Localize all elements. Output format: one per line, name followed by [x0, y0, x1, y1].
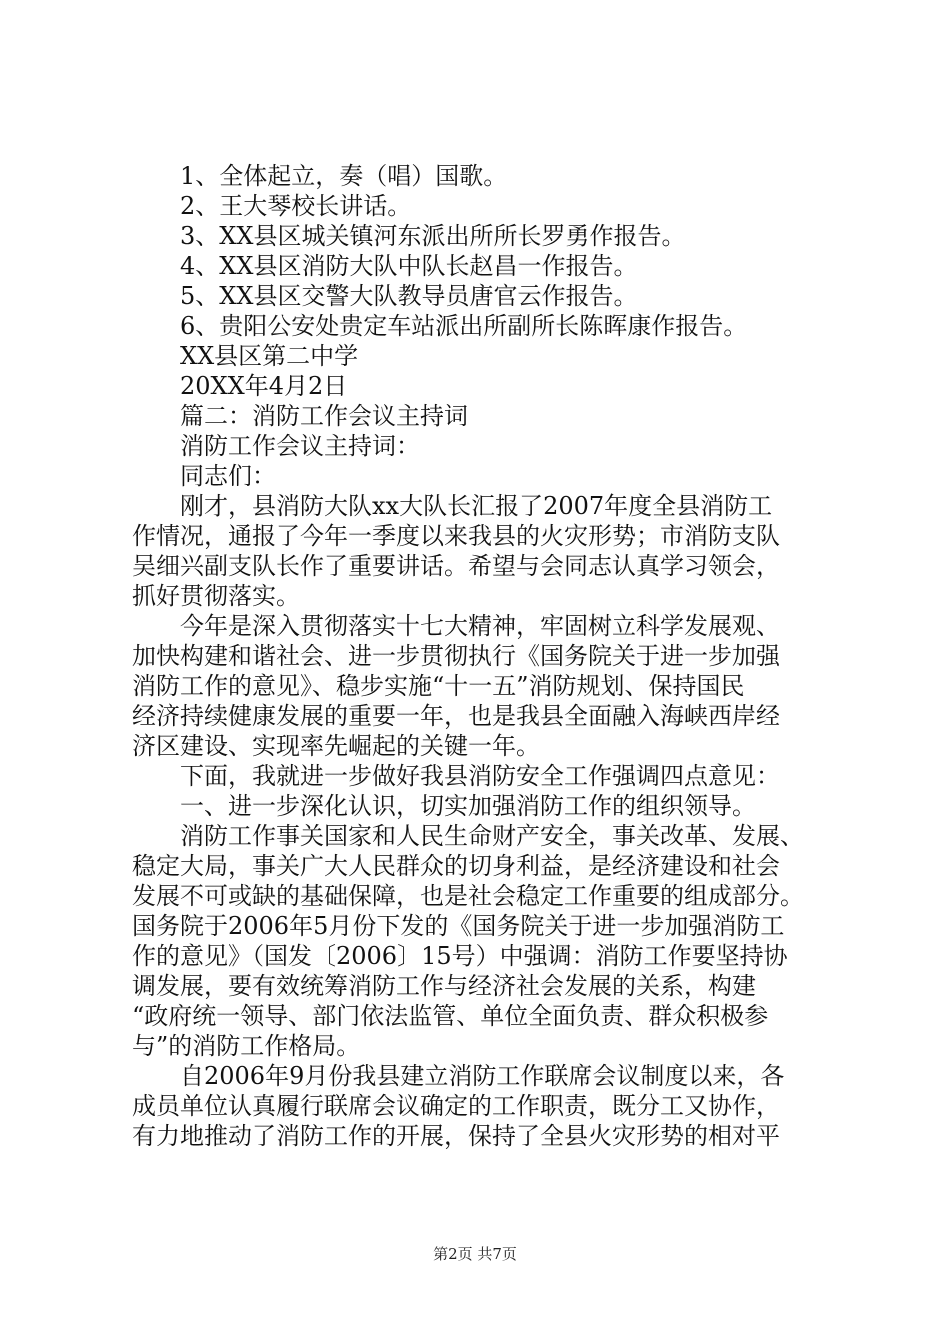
- text-line: 1、全体起立，奏（唱）国歌。: [180, 162, 508, 190]
- page-footer: 第2页 共7页: [433, 1245, 517, 1263]
- text-line: 消防工作的意见》、稳步实施“十一五”消防规划、保持国民: [132, 672, 745, 700]
- text-line: 5、XX县区交警大队教导员唐官云作报告。: [180, 282, 638, 310]
- text-line: 调发展，要有效统筹消防工作与经济社会发展的关系，构建: [132, 972, 756, 1000]
- text-line: 吴细兴副支队长作了重要讲话。希望与会同志认真学习领会，: [132, 552, 780, 580]
- text-line: 有力地推动了消防工作的开展，保持了全县火灾形势的相对平: [132, 1122, 780, 1150]
- text-line: 加快构建和谐社会、进一步贯彻执行《国务院关于进一步加强: [132, 642, 780, 670]
- text-line: 6、贵阳公安处贵定车站派出所副所长陈晖康作报告。: [180, 312, 748, 340]
- text-line: 与”的消防工作格局。: [132, 1032, 361, 1060]
- text-line: 国务院于2006年5月份下发的《国务院关于进一步加强消防工: [132, 912, 785, 940]
- text-line: 下面，我就进一步做好我县消防安全工作强调四点意见：: [180, 762, 780, 790]
- text-line: 济区建设、实现率先崛起的关键一年。: [132, 732, 540, 760]
- text-line: 刚才，县消防大队xx大队长汇报了2007年度全县消防工: [180, 492, 773, 520]
- text-line: 一、进一步深化认识，切实加强消防工作的组织领导。: [180, 792, 756, 820]
- document-body: [132, 161, 838, 1151]
- text-line: 20XX年4月2日: [180, 372, 348, 400]
- text-line: 消防工作会议主持词：: [180, 432, 420, 460]
- text-line: “政府统一领导、部门依法监管、单位全面负责、群众积极参: [132, 1002, 769, 1030]
- text-line: 稳定大局，事关广大人民群众的切身利益，是经济建设和社会: [132, 852, 780, 880]
- text-line: 4、XX县区消防大队中队长赵昌一作报告。: [180, 252, 638, 280]
- text-line: 消防工作事关国家和人民生命财产安全，事关改革、发展、: [180, 822, 804, 850]
- text-line: XX县区第二中学: [180, 342, 359, 370]
- text-line: 抓好贯彻落实。: [132, 582, 300, 610]
- text-line: 3、XX县区城关镇河东派出所所长罗勇作报告。: [180, 222, 686, 250]
- text-line: 2、王大琴校长讲话。: [180, 192, 412, 220]
- text-line: 经济持续健康发展的重要一年，也是我县全面融入海峡西岸经: [132, 702, 780, 730]
- text-line: 发展不可或缺的基础保障，也是社会稳定工作重要的组成部分。: [132, 882, 804, 910]
- text-line: 同志们：: [180, 462, 276, 490]
- text-line: 作的意见》（国发〔2006〕15号）中强调：消防工作要坚持协: [132, 942, 788, 970]
- text-line: 今年是深入贯彻落实十七大精神，牢固树立科学发展观、: [180, 612, 780, 640]
- text-line: 成员单位认真履行联席会议确定的工作职责，既分工又协作，: [132, 1092, 780, 1120]
- text-line: 自2006年9月份我县建立消防工作联席会议制度以来，各: [180, 1062, 785, 1090]
- text-line: 作情况，通报了今年一季度以来我县的火灾形势；市消防支队: [132, 522, 780, 550]
- text-line: 篇二：消防工作会议主持词: [180, 402, 468, 430]
